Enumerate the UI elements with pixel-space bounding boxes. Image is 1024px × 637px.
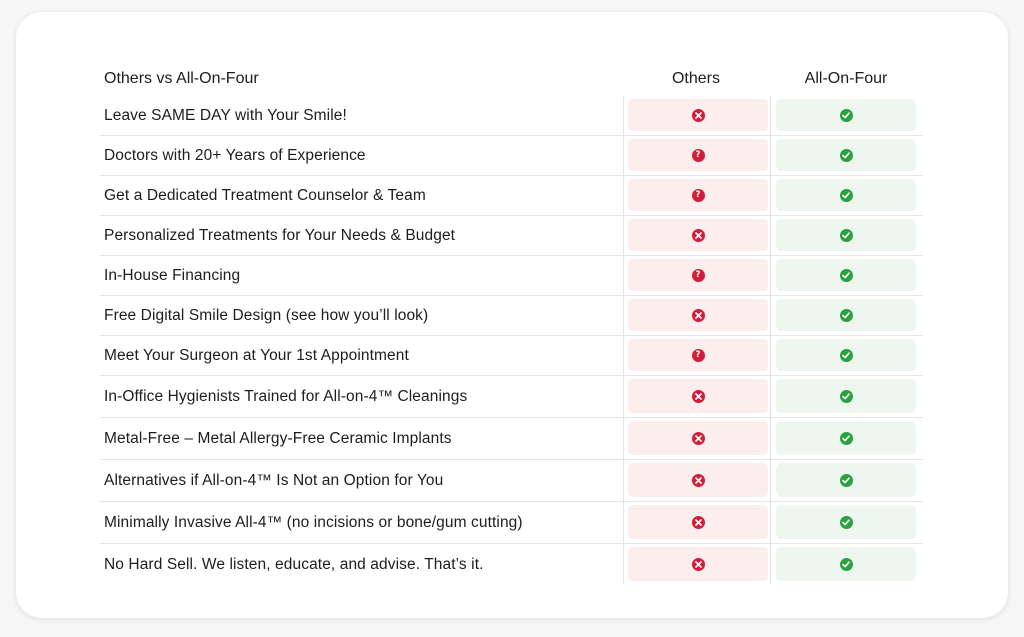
comparison-card <box>16 12 1008 618</box>
others-cell <box>628 179 768 211</box>
all-on-four-cell <box>776 547 916 581</box>
all-on-four-cell <box>776 179 916 211</box>
all-on-four-cell <box>776 259 916 291</box>
table-row <box>100 256 923 296</box>
others-cell <box>628 505 768 539</box>
row-label: Minimally Invasive All-4™ (no incisions or bone/gum cutting) <box>104 513 523 531</box>
x-icon <box>692 390 705 403</box>
table-row <box>100 136 923 176</box>
table-header <box>16 64 1008 94</box>
row-label: Metal-Free – Metal Allergy-Free Ceramic Implants <box>104 429 452 447</box>
row-label: Leave SAME DAY with Your Smile! <box>104 106 347 124</box>
column-header-all-on-four: All-On-Four <box>804 70 888 87</box>
all-on-four-cell <box>776 505 916 539</box>
table-row <box>100 460 923 502</box>
check-icon <box>840 516 853 529</box>
check-icon <box>840 109 853 122</box>
others-cell <box>628 139 768 171</box>
all-on-four-cell <box>776 379 916 413</box>
x-icon <box>692 516 705 529</box>
all-on-four-cell <box>776 299 916 331</box>
all-on-four-cell <box>776 421 916 455</box>
others-cell <box>628 547 768 581</box>
all-on-four-cell <box>776 463 916 497</box>
column-header-others: Others <box>671 70 720 87</box>
comparison-rows <box>100 96 923 585</box>
x-icon <box>692 432 705 445</box>
table-row <box>100 216 923 256</box>
check-icon <box>840 432 853 445</box>
question-icon: ? <box>692 269 705 282</box>
others-cell <box>628 339 768 371</box>
x-icon <box>692 109 705 122</box>
table-title: Others vs All-On-Four <box>104 70 259 87</box>
check-icon <box>840 558 853 571</box>
table-row <box>100 96 923 136</box>
x-icon <box>692 474 705 487</box>
table-row <box>100 336 923 376</box>
others-cell <box>628 463 768 497</box>
row-label: Get a Dedicated Treatment Counselor & Team <box>104 186 426 204</box>
check-icon <box>840 349 853 362</box>
all-on-four-cell <box>776 219 916 251</box>
check-icon <box>840 149 853 162</box>
row-label: Doctors with 20+ Years of Experience <box>104 146 366 164</box>
all-on-four-cell <box>776 339 916 371</box>
row-label: In-Office Hygienists Trained for All-on-4™ Cleanings <box>104 387 468 405</box>
others-cell <box>628 259 768 291</box>
others-cell <box>628 99 768 131</box>
table-row <box>100 296 923 336</box>
row-label: In-House Financing <box>104 266 241 284</box>
question-icon: ? <box>692 149 705 162</box>
table-row <box>100 544 923 585</box>
question-icon: ? <box>692 349 705 362</box>
row-label: No Hard Sell. We listen, educate, and advise. That’s it. <box>104 555 484 573</box>
row-label: Meet Your Surgeon at Your 1st Appointment <box>104 346 409 364</box>
check-icon <box>840 474 853 487</box>
check-icon <box>840 189 853 202</box>
x-icon <box>692 309 705 322</box>
check-icon <box>840 309 853 322</box>
all-on-four-cell <box>776 99 916 131</box>
table-row <box>100 502 923 544</box>
others-cell <box>628 379 768 413</box>
x-icon <box>692 558 705 571</box>
row-label: Alternatives if All-on-4™ Is Not an Option for You <box>104 471 444 489</box>
others-cell <box>628 219 768 251</box>
all-on-four-cell <box>776 139 916 171</box>
table-row <box>100 176 923 216</box>
check-icon <box>840 269 853 282</box>
question-icon: ? <box>692 189 705 202</box>
check-icon <box>840 229 853 242</box>
table-row <box>100 418 923 460</box>
row-label: Free Digital Smile Design (see how you’ll look) <box>104 306 429 324</box>
x-icon <box>692 229 705 242</box>
others-cell <box>628 421 768 455</box>
row-label: Personalized Treatments for Your Needs & Budget <box>104 226 456 244</box>
table-row <box>100 376 923 418</box>
others-cell <box>628 299 768 331</box>
check-icon <box>840 390 853 403</box>
